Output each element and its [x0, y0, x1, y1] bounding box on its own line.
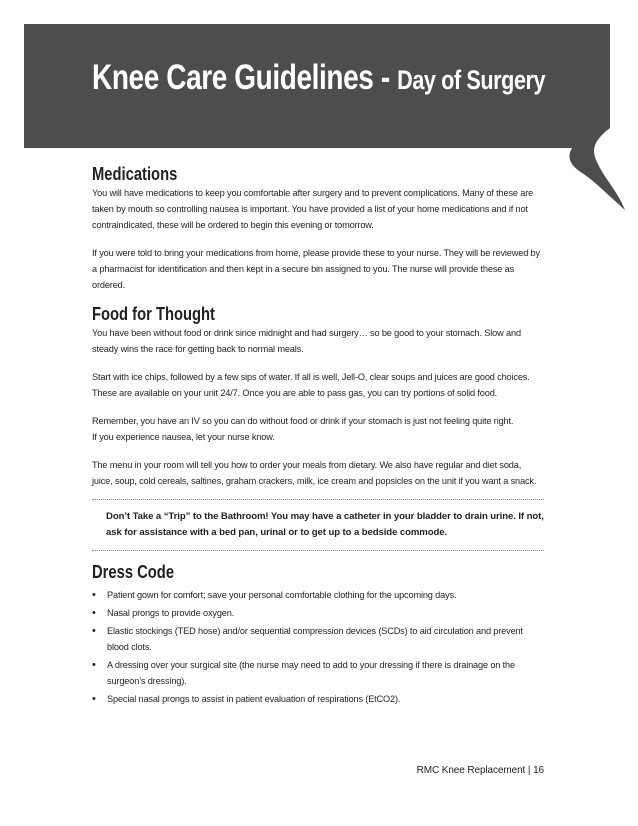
list-item-text: A dressing over your surgical site (the nurse may need to add to your dressing if there is drainage on the surgeon’s dressing).: [107, 660, 515, 686]
dress-code-heading: Dress Code: [92, 562, 175, 582]
page-title-sub: Day of Surgery: [397, 65, 546, 95]
document-body: [92, 163, 544, 709]
list-item: [92, 691, 544, 707]
food-paragraph-3-line-2: If you experience nausea, let your nurse know.: [92, 432, 275, 442]
bullet-icon: •: [92, 659, 96, 671]
list-item-text: Special nasal prongs to assist in patient evaluation of respirations (EtCO2).: [107, 694, 401, 704]
dress-code-list: [92, 587, 544, 707]
list-item-text: Patient gown for comfort; save your personal comfortable clothing for the upcoming days.: [107, 590, 457, 600]
bullet-icon: •: [92, 589, 96, 601]
bullet-icon: •: [92, 693, 96, 705]
medications-paragraph-2: If you were told to bring your medications from home, please provide these to your nurse. They will be reviewed by a pharmacist for identification and then kept in a secure bin assigned to you. The nurse will provide these as ordered.: [92, 248, 540, 290]
medications-heading: Medications: [92, 164, 178, 184]
food-paragraph-2: Start with ice chips, followed by a few sips of water. If all is well, Jell-O, clear soups and juices are good choices. These are available on your unit 24/7. Once you are able to pass gas, you can try portions of solid food.: [92, 372, 530, 398]
page-footer: RMC Knee Replacement | 16: [416, 765, 544, 776]
bullet-icon: •: [92, 607, 96, 619]
medications-paragraph-1: You will have medications to keep you comfortable after surgery and to prevent complications. Many of these are taken by mouth so controlling nausea is important. You have provided a list of your home medications and if not contraindicated, these will be ordered to begin this evening or tomorrow.: [92, 188, 534, 230]
list-item: [92, 657, 544, 689]
list-item: [92, 623, 544, 655]
page-title: [92, 58, 545, 98]
page-title-main: Knee Care Guidelines -: [92, 58, 398, 97]
bullet-icon: •: [92, 625, 96, 637]
list-item: [92, 605, 544, 621]
list-item-text: Elastic stockings (TED hose) and/or sequential compression devices (SCDs) to aid circulation and prevent blood clots.: [107, 626, 523, 652]
food-paragraph-1: You have been without food or drink since midnight and had surgery… so be good to your stomach. Slow and steady wins the race for getting back to normal meals.: [92, 328, 521, 354]
list-item-text: Nasal prongs to provide oxygen.: [107, 608, 235, 618]
callout-text: Don’t Take a “Trip” to the Bathroom! You may have a catheter in your bladder to drain urine. If not, ask for assistance with a bed pan, urinal or to get up to a bedside commode.: [106, 511, 544, 538]
food-paragraph-3-line-1: Remember, you have an IV so you can do without food or drink if your stomach is just not feeling quite right.: [92, 416, 514, 426]
food-paragraph-4: The menu in your room will tell you how to order your meals from dietary. We also have regular and diet soda, juice, soup, cold cereals, saltines, graham crackers, milk, ice cream and popsicles on the unit if you want a snack.: [92, 460, 537, 486]
food-heading: Food for Thought: [92, 304, 215, 324]
bathroom-callout: [92, 499, 544, 551]
list-item: [92, 587, 544, 603]
